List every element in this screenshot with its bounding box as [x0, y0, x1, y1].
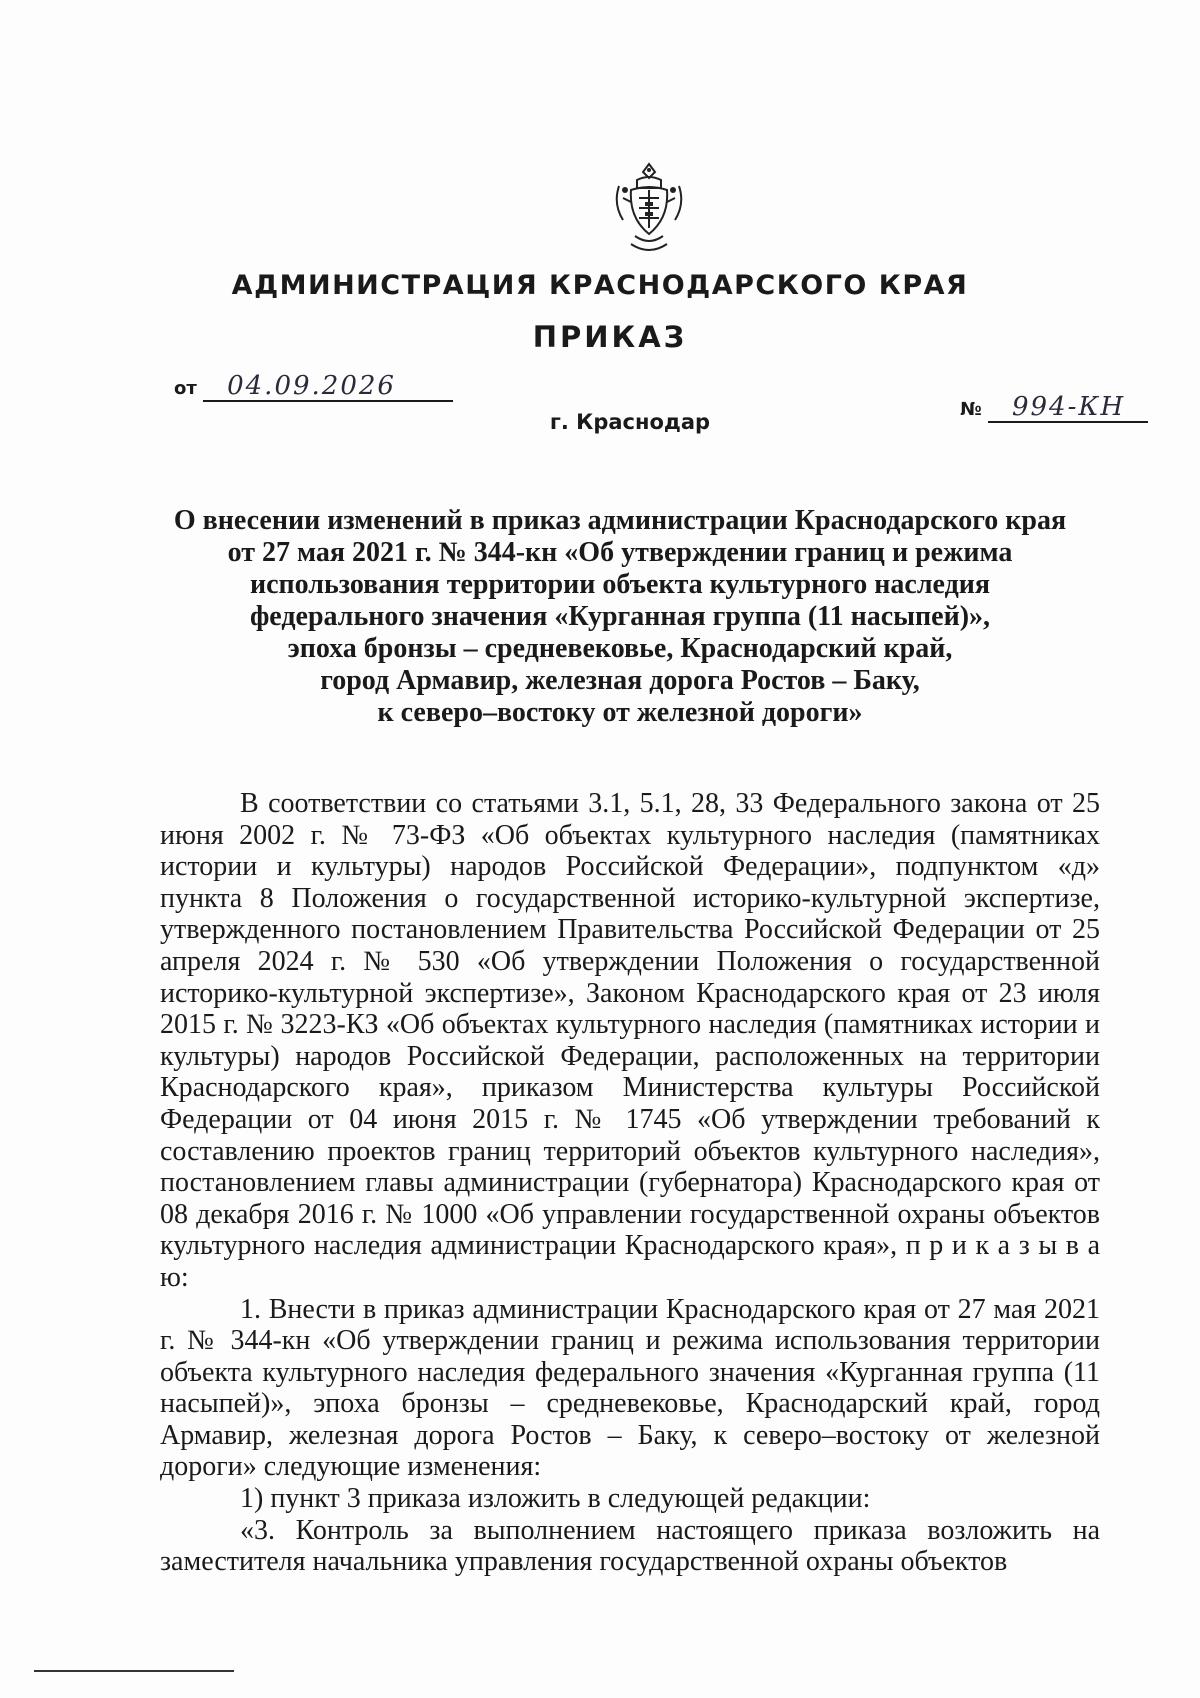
- date-row: [174, 372, 453, 402]
- order-word: п р и к а з ы в а ю:: [160, 1230, 1101, 1293]
- subject-line: от 27 мая 2021 г. № 344-кн «Об утверждении границ и режима: [227, 537, 1013, 568]
- organization-title: АДМИНИСТРАЦИЯ КРАСНОДАРСКОГО КРАЯ: [231, 270, 969, 301]
- document-subject: [150, 505, 1090, 729]
- preamble-text: В соответствии со статьями 3.1, 5.1, 28, 33 Федерального закона от 25 июня 2002 г. № 73-ФЗ «Об объектах культурного наследия (памятниках истории и культуры) народов Российской Федерации», подпунктом «д» пункта 8 Положения о государственной историко-культурной экспертизе, утвержденного постановлением Правительства Российской Федерации от 25 апреля 2024 г. № 530 «Об утверждении Положения о государственной историко-культурной экспертизе», Законом Краснодарского края от 23 июля 2015 г. № 3223-КЗ «Об объектах культурного наследия (памятниках истории и культуры) народов Российской Федерации, расположенных на территории Краснодарского края», приказом Министерства культуры Российской Федерации от 04 июня 2015 г. № 1745 «Об утверждении требований к составлению проектов границ территорий объектов культурного наследия», постановлением главы администрации (губернатора) Краснодарского края от 08 декабря 2016 г. № 1000 «Об управлении государственной охраны объектов культурного наследия администрации Краснодарского края»,: [160, 788, 1100, 1262]
- subject-line: использования территории объекта культурного наследия: [249, 569, 991, 600]
- item-1-subitem: 1) пункт 3 приказа изложить в следующей редакции:: [240, 1483, 871, 1515]
- subject-line: федерального значения «Курганная группа (11 насыпей)»,: [249, 601, 991, 632]
- coat-of-arms-icon: [609, 160, 689, 260]
- document-type: ПРИКАЗ: [532, 320, 688, 354]
- date-value: 04.09.2026: [203, 372, 453, 402]
- preamble-paragraph: [160, 788, 1100, 1294]
- subject-line: эпоха бронзы – средневековье, Краснодарский край,: [287, 633, 953, 664]
- number-prefix: №: [960, 399, 982, 420]
- document-body: [160, 788, 1100, 1578]
- footer-rule: [34, 1670, 234, 1672]
- subject-line: город Армавир, железная дорога Ростов – Баку,: [320, 665, 920, 696]
- subject-line: О внесении изменений в приказ администрации Краснодарского края: [173, 505, 1067, 536]
- quoted-paragraph: «3. Контроль за выполнением настоящего приказа возложить на заместителя начальника управления государственной охраны объектов: [160, 1514, 1100, 1578]
- number-value: 994-КН: [988, 393, 1148, 423]
- item-1-paragraph: 1. Внести в приказ администрации Краснодарского края от 27 мая 2021 г. № 344-кн «Об утверждении границ и режима использования территории объекта культурного наследия федерального значения «Курганная группа (11 насыпей)», эпоха бронзы – средневековье, Краснодарский край, город Армавир, железная дорога Ростов – Баку, к северо–востоку от железной дороги» следующие изменения:: [160, 1293, 1100, 1483]
- subject-line: к северо–востоку от железной дороги»: [377, 697, 863, 728]
- city: г. Краснодар: [549, 410, 711, 434]
- date-prefix: от: [174, 378, 197, 399]
